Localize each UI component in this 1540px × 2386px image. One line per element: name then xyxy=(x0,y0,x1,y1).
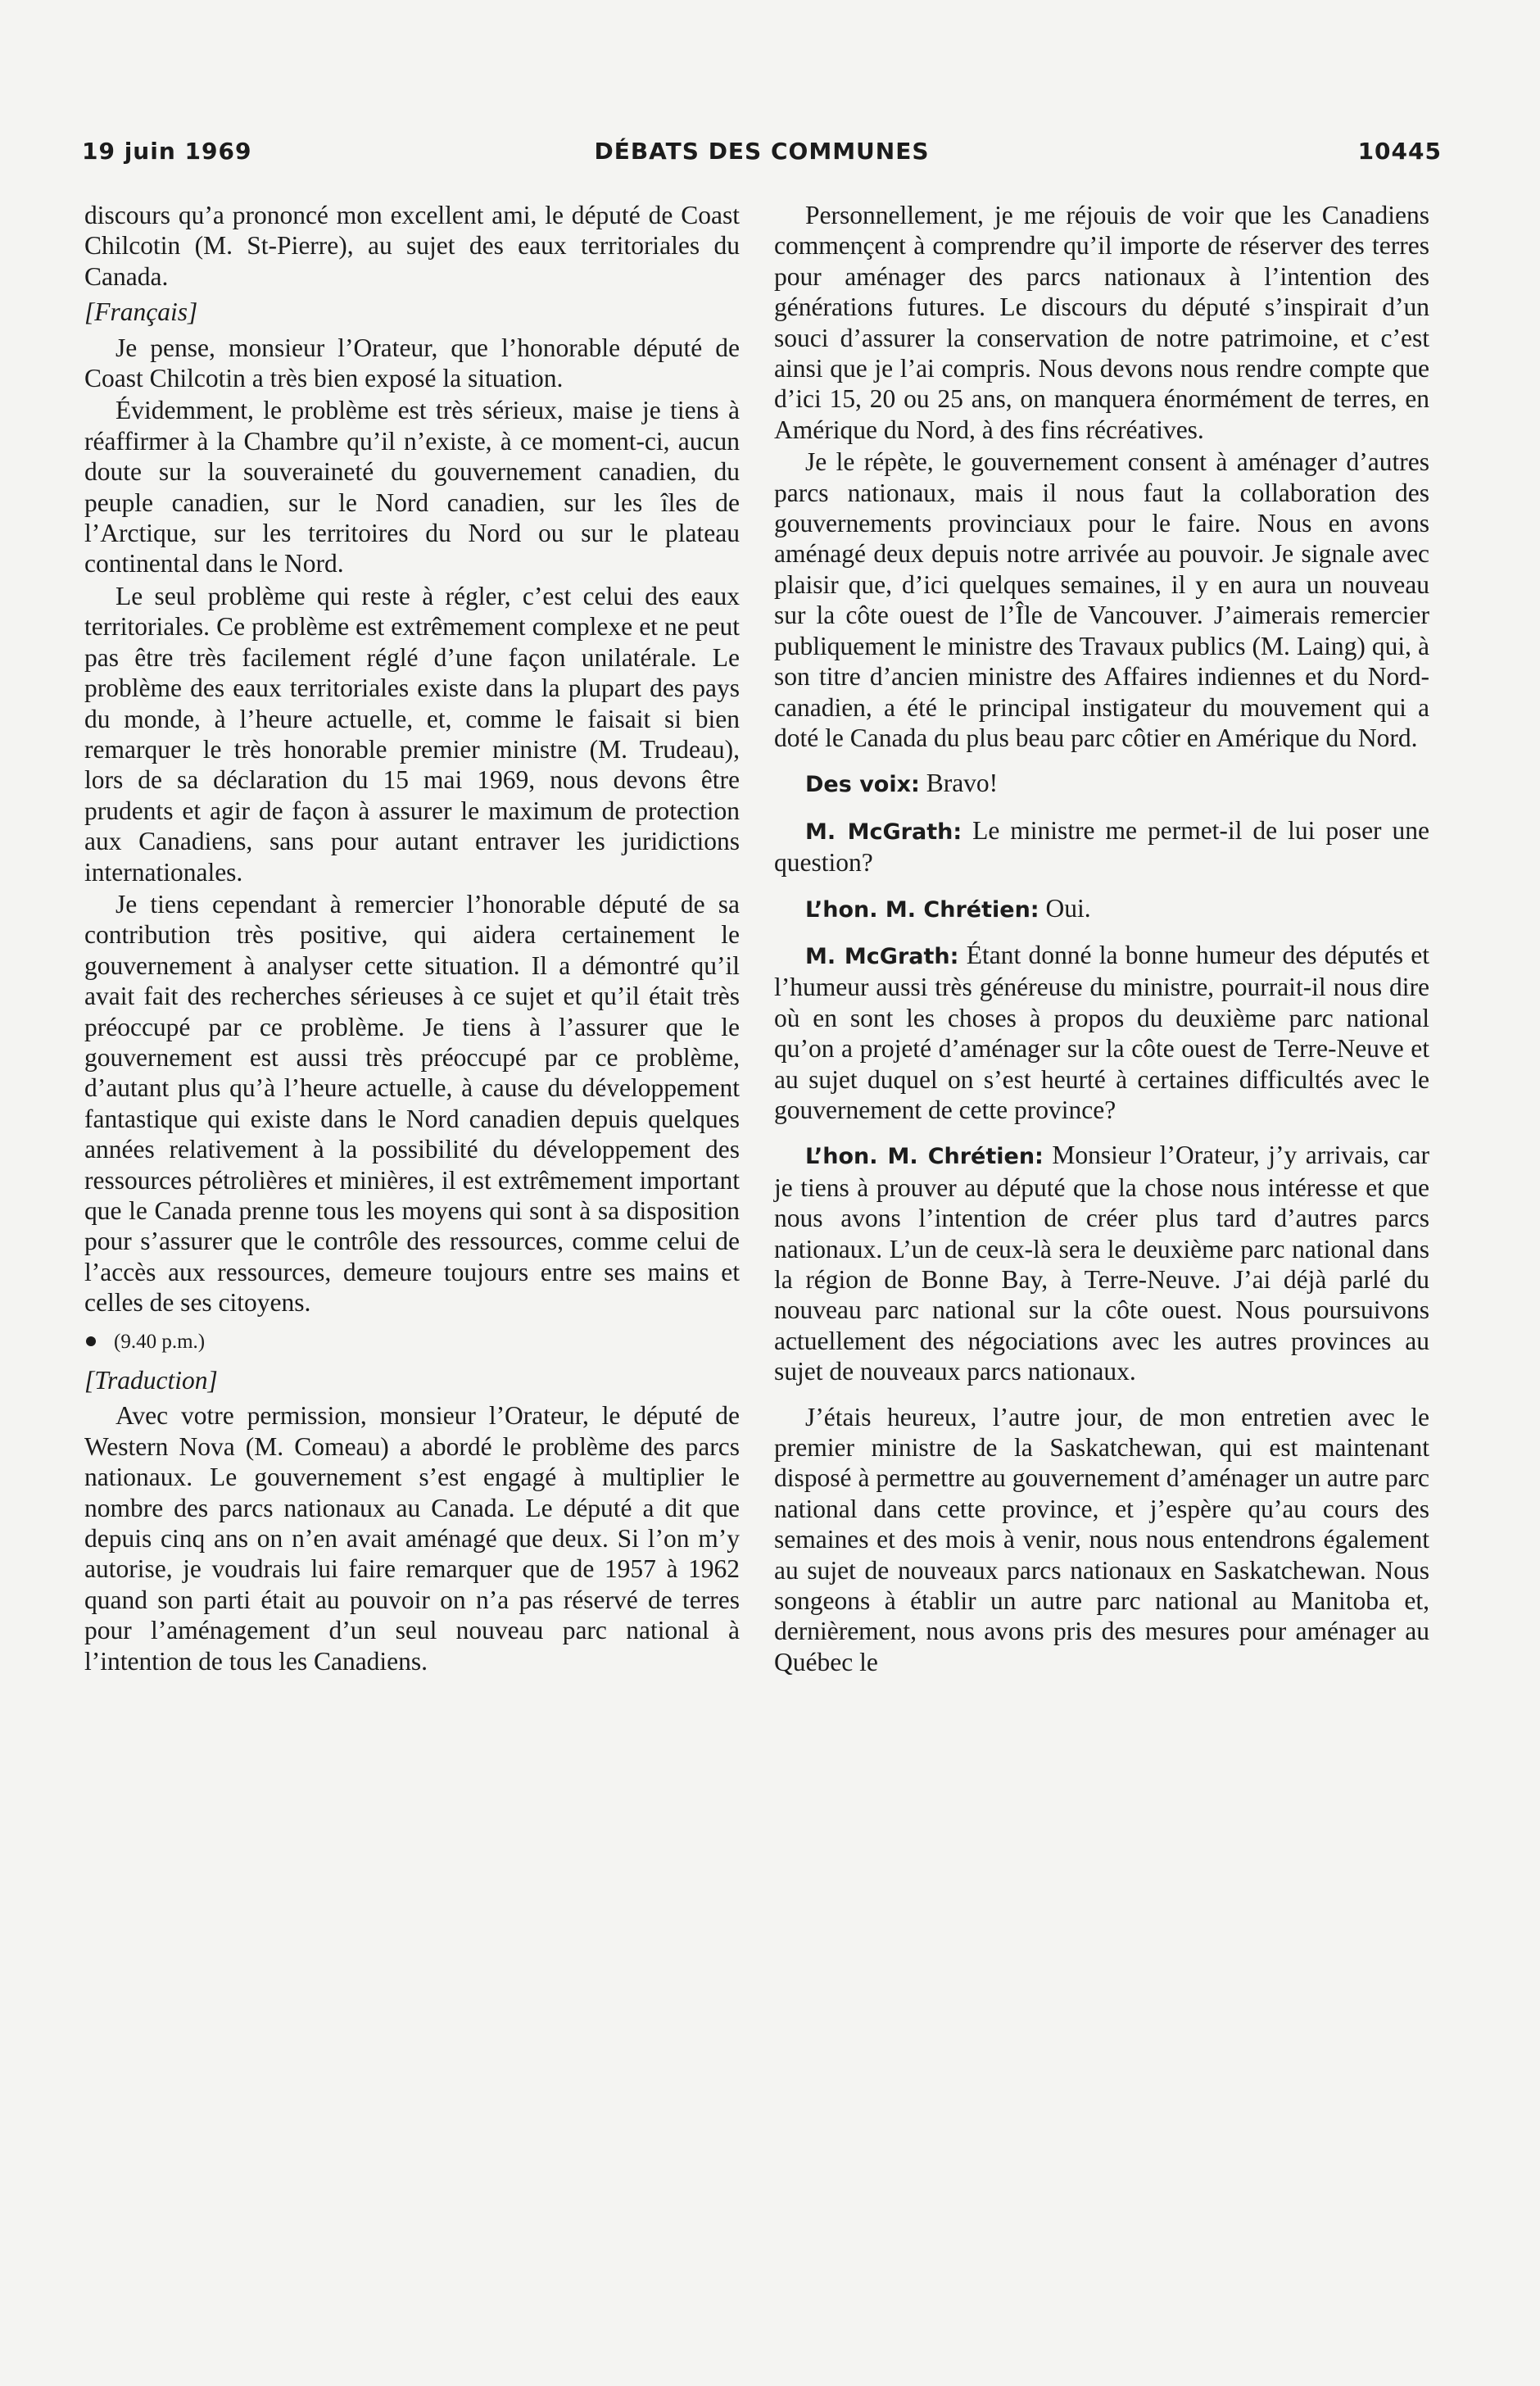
speech-text: Monsieur l’Orateur, j’y arrivais, car je tiens à prouver au député que la chose nous intéresse et que nous avons l’intention de créer plus tard d’autres parcs nationaux. L’un de ceux-là sera le deuxième parc national dans la région de Bonne Bay, à Terre-Neuve. J’ai déjà parlé du nouveau parc national sur la côte ouest. Nous poursuivons actuellement des négociations avec les autres provinces au sujet de nouveaux parcs nationaux. xyxy=(774,1141,1430,1386)
paragraph: Je pense, monsieur l’Orateur, que l’honorable député de Coast Chilcotin a très bien exposé la situation. xyxy=(84,333,740,393)
speech-entry xyxy=(774,768,1429,800)
header-date: 19 juin 1969 xyxy=(82,138,252,165)
language-marker: [Traduction] xyxy=(84,1366,218,1395)
speech-entry xyxy=(774,893,1429,925)
paragraph: discours qu’a prononcé mon excellent ami, le député de Coast Chilcotin (M. St-Pierre), au sujet des eaux territoriales du Canada. xyxy=(84,201,740,291)
speaker-name: M. McGrath: xyxy=(805,819,962,845)
speech-entry xyxy=(774,815,1429,878)
right-column xyxy=(774,200,1429,1677)
speech-entry xyxy=(774,940,1429,1125)
speech-text: Bravo! xyxy=(926,769,999,798)
paragraph: Avec votre permission, monsieur l’Orateur, le député de Western Nova (M. Comeau) a abordé le problème des parcs nationaux. Le gouvernement s’est engagé à multiplier le nombre des parcs nationaux au Canada. Le député a dit que depuis cinq ans on n’en avait aménagé que deux. Si l’on m’y autorise, je voudrais lui faire remarquer que de 1957 à 1962 quand son parti était au pouvoir on n’a pas réservé de terres pour l’aménagement d’un seul nouveau parc national à l’intention de tous les Canadiens. xyxy=(84,1401,740,1676)
paragraph: J’étais heureux, l’autre jour, de mon entretien avec le premier ministre de la Saskatchewan, qui est maintenant disposé à permettre au gouvernement d’aménager un autre parc national dans cette province, et j’espère qu’au cours des semaines et des mois à venir, nous nous entendrons également au sujet de nouveaux parcs nationaux en Saskatchewan. Nous songeons à établir un autre parc national au Manitoba et, dernièrement, nous avons pris des mesures pour aménager au Québec le xyxy=(774,1402,1429,1676)
speaker-name: M. McGrath: xyxy=(805,943,959,969)
time-stamp-text: (9.40 p.m.) xyxy=(114,1330,206,1353)
header-title: DÉBATS DES COMMUNES xyxy=(594,138,930,165)
language-marker: [Français] xyxy=(84,297,198,327)
speech-text: Oui. xyxy=(1045,893,1091,923)
time-stamp xyxy=(84,1327,740,1357)
speaker-name: Des voix: xyxy=(805,772,920,798)
speech-text: Étant donné la bonne humeur des députés et l’humeur aussi très généreuse du ministre, pourrait-il nous dire où en sont les choses à propos du deuxième parc national qu’on a projeté d’aménager sur la côte ouest de Terre-Neuve et au sujet duquel on s’est heurté à certaines difficultés avec le gouvernement de cette province? xyxy=(774,940,1430,1124)
bullet-dot-icon xyxy=(86,1336,96,1346)
paragraph: Évidemment, le problème est très sérieux, maise je tiens à réaffirmer à la Chambre qu’il n’existe, à ce moment-ci, aucun doute sur la souveraineté du gouvernement canadien, du peuple canadien, sur le Nord canadien, sur les îles de l’Arctique, sur les territoires du Nord ou sur le plateau continental dans le Nord. xyxy=(84,396,740,578)
left-column xyxy=(84,200,740,1676)
paragraph: Je tiens cependant à remercier l’honorable député de sa contribution très positive, qui aidera certainement le gouvernement à analyser cette situation. Il a démontré qu’il avait fait des recherches sérieuses à ce sujet et qu’il était très préoccupé par ce problème. Je tiens à l’assurer que le gouvernement est aussi très préoccupé par ce problème, d’autant plus qu’à l’heure actuelle, à cause du développement fantastique qui existe dans le Nord canadien depuis quelques années relativement à la possibilité du développement des ressources pétrolières et minières, il est extrêmement important que le Canada prenne tous les moyens qui sont à sa disposition pour s’assurer que le contrôle des ressources, comme celui de l’accès aux ressources, demeure toujours entre ses mains et celles de ses citoyens. xyxy=(84,889,740,1318)
speaker-name: L’hon. M. Chrétien: xyxy=(805,896,1040,923)
paragraph: Je le répète, le gouvernement consent à aménager d’autres parcs nationaux, mais il nous faut la collaboration des gouvernements provinciaux pour le faire. Nous en avons aménagé deux depuis notre arrivée au pouvoir. Je signale avec plaisir que, d’ici quelques semaines, il y en aura un nouveau sur la côte ouest de l’Île de Vancouver. J’aimerais remercier publiquement le ministre des Travaux publics (M. Laing) qui, à son titre d’ancien ministre des Affaires indiennes et du Nord-canadien, a été le principal instigateur du mouvement qui a doté le Canada du plus beau parc côtier en Amérique du Nord. xyxy=(774,447,1429,752)
running-header xyxy=(82,138,1442,174)
speech-text: Le ministre me permet-il de lui poser une question? xyxy=(774,815,1430,878)
paragraph: Personnellement, je me réjouis de voir que les Canadiens commençent à comprendre qu’il importe de réserver des terres pour aménager des parcs nationaux à l’intention des générations futures. Le discours du député s’inspirait d’un souci d’assurer la conservation de notre patrimoine, et c’est ainsi que je l’ai compris. Nous devons nous rendre compte que d’ici 15, 20 ou 25 ans, on manquera énormément de terres, en Amérique du Nord, à des fins récréatives. xyxy=(774,201,1429,444)
speaker-name: L’hon. M. Chrétien: xyxy=(805,1144,1044,1170)
speech-entry xyxy=(774,1140,1429,1386)
header-page-number: 10445 xyxy=(1357,138,1442,165)
paragraph: Le seul problème qui reste à régler, c’est celui des eaux territoriales. Ce problème est extrêmement complexe et ne peut pas être très facilement réglé d’une façon unilatérale. Le problème des eaux territoriales existe dans la plupart des pays du monde, à l’heure actuelle, et, comme le faisait si bien remarquer le très honorable premier ministre (M. Trudeau), lors de sa déclaration du 15 mai 1969, nous devons être prudents et agir de façon à assurer le maximum de protection aux Canadiens, sans pour autant entraver les juridictions internationales. xyxy=(84,581,740,887)
